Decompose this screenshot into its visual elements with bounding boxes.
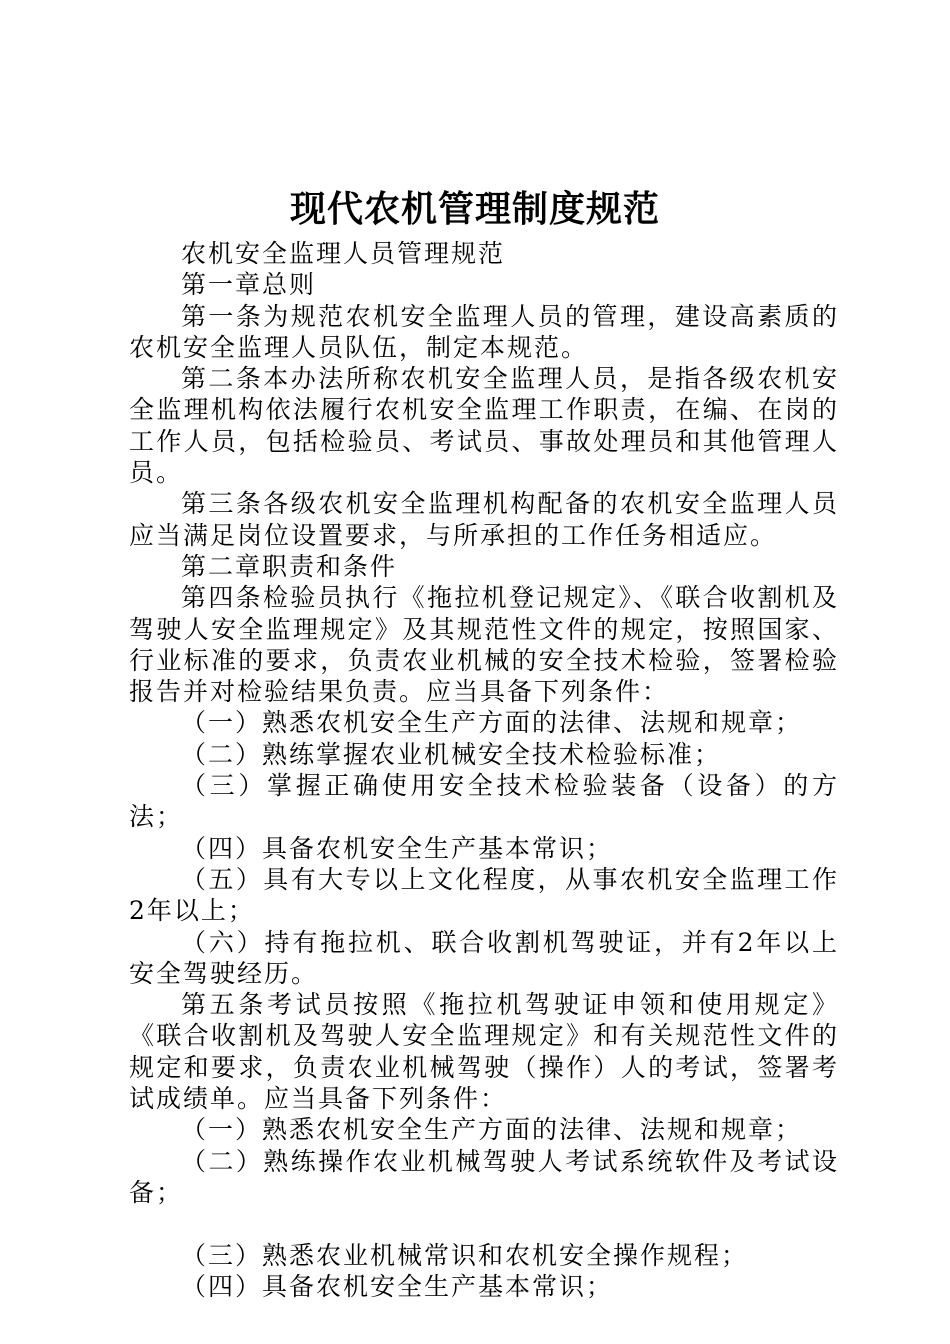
blank-line	[129, 1208, 839, 1239]
paragraph: （一）熟悉农机安全生产方面的法律、法规和规章；	[181, 708, 803, 738]
paragraph: 第二章职责和条件	[181, 551, 398, 581]
document-body	[129, 238, 839, 1302]
paragraph: （四）具备农机安全生产基本常识；	[181, 1271, 614, 1301]
paragraph: 第一章总则	[181, 270, 317, 300]
paragraph: （四）具备农机安全生产基本常识；	[181, 833, 614, 863]
paragraph: （二）熟练操作农业机械驾驶人考试系统软件及考试设备；	[129, 1146, 839, 1207]
document-title: 现代农机管理制度规范	[289, 188, 660, 230]
paragraph: 第三条各级农机安全监理机构配备的农机安全监理人员应当满足岗位设置要求，与所承担的工作任务相适应。	[129, 489, 839, 550]
paragraph: （六）持有拖拉机、联合收割机驾驶证，并有2年以上安全驾驶经历。	[129, 927, 839, 988]
paragraph: （五）具有大专以上文化程度，从事农机安全监理工作2年以上；	[129, 864, 839, 926]
paragraph: 第四条检验员执行《拖拉机登记规定》、《联合收割机及驾驶人安全监理规定》及其规范性文件的规定，按照国家、行业标准的要求，负责农业机械的安全技术检验，签署检验报告并对检验结果负责。应当具备下列条件：	[129, 583, 839, 707]
paragraph: 农机安全监理人员管理规范	[181, 239, 506, 268]
paragraph: 第二条本办法所称农机安全监理人员，是指各级农机安全监理机构依法履行农机安全监理工作职责，在编、在岗的工作人员，包括检验员、考试员、事故处理员和其他管理人员。	[129, 364, 839, 488]
paragraph: 第五条考试员按照《拖拉机驾驶证申领和使用规定》《联合收割机及驾驶人安全监理规定》和有关规范性文件的规定和要求，负责农业机械驾驶（操作）人的考试，签署考试成绩单。应当具备下列条件：	[129, 990, 839, 1114]
paragraph: （二）熟练掌握农业机械安全技术检验标准；	[181, 739, 722, 769]
paragraph: 第一条为规范农机安全监理人员的管理，建设高素质的农机安全监理人员队伍，制定本规范。	[129, 301, 839, 362]
paragraph: （一）熟悉农机安全生产方面的法律、法规和规章；	[181, 1115, 803, 1145]
paragraph: （三）熟悉农业机械常识和农机安全操作规程；	[181, 1240, 749, 1270]
paragraph: （三）掌握正确使用安全技术检验装备（设备）的方法；	[129, 771, 839, 832]
